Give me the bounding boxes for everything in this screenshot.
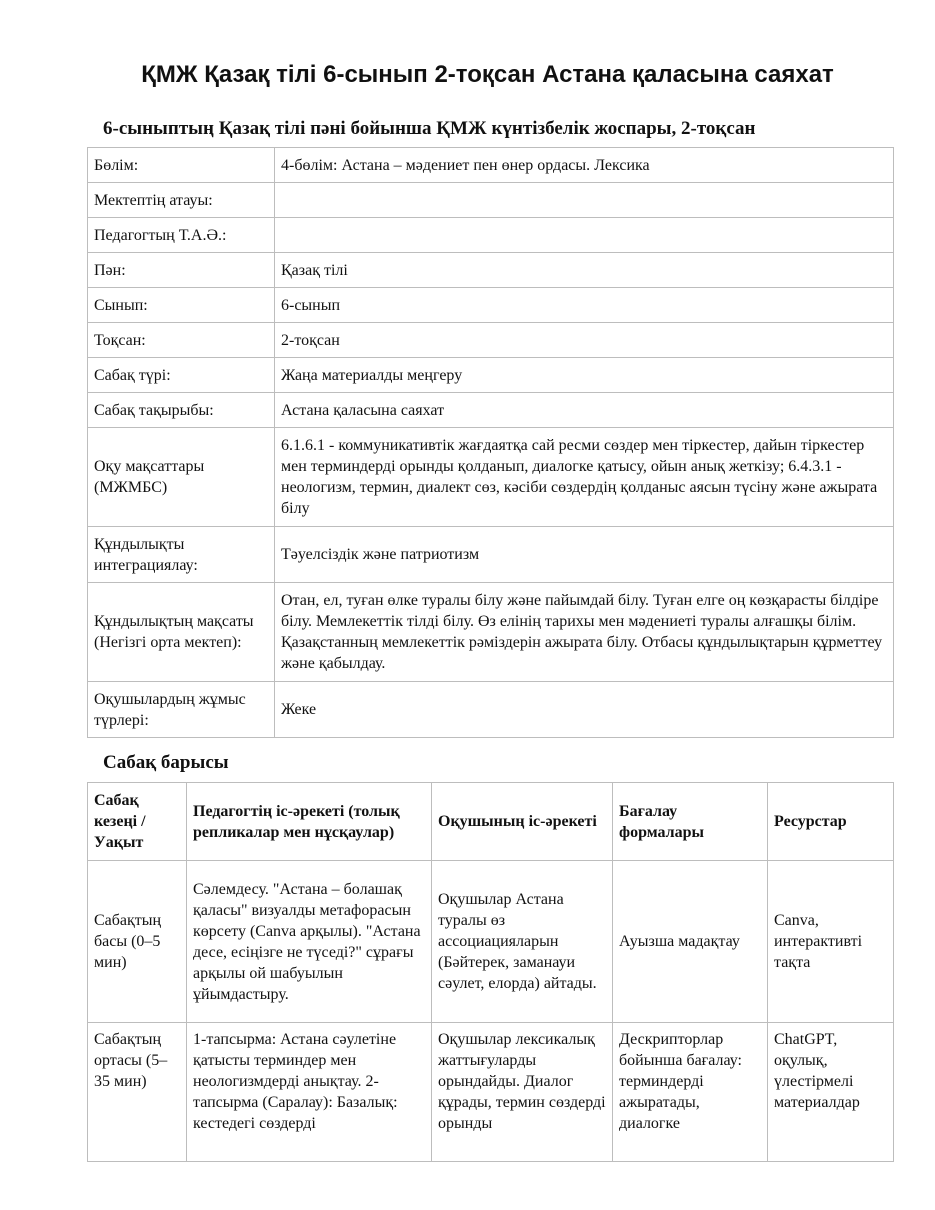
info-row-learning-objectives <box>88 428 894 527</box>
info-value: Отан, ел, туған өлке туралы білу және пайымдай білу. Туған елге оң көзқарасты білдіре білу. Мемлекеттік тілді білу. Өз елінің тарихы мен мәдениеті туралы алғашқы білім. Қазақстанның мемлекеттік рәміздерін ажырата білу. Отбасы құндылықтарын құрметтеу және қабылдау. <box>275 583 894 682</box>
info-label: Сабақ тақырыбы: <box>88 393 275 428</box>
info-value <box>275 183 894 218</box>
info-row-teacher <box>88 218 894 253</box>
info-value: 6.1.6.1 - коммуникативтік жағдаятқа сай ресми сөздер мен тіркестер, дайын тіркестер мен терминдерді орынды қолданып, диалогке қатысу, ойын анық жеткізу; 6.4.3.1 - неологизм, термин, диалект сөз, кәсіби сөздердің қолданыс аясын түсіну және ажырата білу <box>275 428 894 527</box>
info-label: Сабақ түрі: <box>88 358 275 393</box>
column-header-stage: Сабақ кезеңі / Уақыт <box>88 783 187 861</box>
stage-text: Сабақтың ортасы (5–35 мин) <box>94 1031 168 1090</box>
lesson-info-table <box>87 147 894 738</box>
info-value: Тәуелсіздік және патриотизм <box>275 527 894 583</box>
table-row <box>88 861 894 1023</box>
table-header-row <box>88 783 894 861</box>
info-value: 4-бөлім: Астана – мәдениет пен өнер ордасы. Лексика <box>275 148 894 183</box>
info-value: Астана қаласына саяхат <box>275 393 894 428</box>
assessment-cell <box>613 1023 768 1162</box>
stage-cell <box>88 1023 187 1162</box>
info-label: Оқу мақсаттары (МЖМБС) <box>88 428 275 527</box>
info-label: Құндылықты интеграциялау: <box>88 527 275 583</box>
page-title: ҚМЖ Қазақ тілі 6-сынып 2-тоқсан Астана қаласына саяхат <box>141 61 834 88</box>
progress-heading: Сабақ барысы <box>103 752 229 773</box>
student-activity-cell <box>432 1023 613 1162</box>
info-row-work-types <box>88 682 894 738</box>
info-value: 6-сынып <box>275 288 894 323</box>
info-row-section <box>88 148 894 183</box>
teacher-activity-cell: Сәлемдесу. "Астана – болашақ қаласы" визуалды метафорасын көрсету (Canva арқылы). "Астана десе, есіңізге не түседі?" сұрағы арқылы ой шабуылын ұйымдастыру. <box>187 861 432 1023</box>
assessment-text: Дескрипторлар бойынша бағалау: терминдерді ажыратады, диалогке <box>619 1031 742 1132</box>
table-row <box>88 1023 894 1162</box>
info-value: 2-тоқсан <box>275 323 894 358</box>
info-value: Жаңа материалды меңгеру <box>275 358 894 393</box>
info-label: Бөлім: <box>88 148 275 183</box>
column-header-assessment: Бағалау формалары <box>613 783 768 861</box>
info-label: Педагогтың Т.А.Ә.: <box>88 218 275 253</box>
info-row-subject <box>88 253 894 288</box>
column-header-teacher-activity: Педагогтің іс-әрекеті (толық репликалар мен нұсқаулар) <box>187 783 432 861</box>
info-value: Қазақ тілі <box>275 253 894 288</box>
resources-cell: Canva, интерактивті тақта <box>768 861 894 1023</box>
teacher-activity-cell <box>187 1023 432 1162</box>
info-row-quarter <box>88 323 894 358</box>
info-row-lesson-topic <box>88 393 894 428</box>
info-label: Сынып: <box>88 288 275 323</box>
info-value: Жеке <box>275 682 894 738</box>
plan-heading: 6-сыныптың Қазақ тілі пәні бойынша ҚМЖ күнтізбелік жоспары, 2-тоқсан <box>103 118 756 139</box>
column-header-resources: Ресурстар <box>768 783 894 861</box>
info-label: Оқушылардың жұмыс түрлері: <box>88 682 275 738</box>
info-value <box>275 218 894 253</box>
lesson-progress-table <box>87 782 894 1162</box>
info-label: Құндылықтың мақсаты (Негізгі орта мектеп): <box>88 583 275 682</box>
stage-cell: Сабақтың басы (0–5 мин) <box>88 861 187 1023</box>
info-label: Пән: <box>88 253 275 288</box>
info-row-value-integration <box>88 527 894 583</box>
info-row-school <box>88 183 894 218</box>
info-row-lesson-type <box>88 358 894 393</box>
info-row-grade <box>88 288 894 323</box>
assessment-cell: Ауызша мадақтау <box>613 861 768 1023</box>
info-label: Мектептің атауы: <box>88 183 275 218</box>
info-label: Тоқсан: <box>88 323 275 358</box>
student-activity-text: Оқушылар лексикалық жаттығуларды орындайды. Диалог құрады, термин сөздерді орынды <box>438 1031 606 1132</box>
info-row-value-goal <box>88 583 894 682</box>
resources-text: ChatGPT, оқулық, үлестірмелі материалдар <box>774 1031 860 1111</box>
teacher-activity-text: 1-тапсырма: Астана сәулетіне қатысты терминдер мен неологизмдерді анықтау. 2-тапсырма (Саралау): Базалық: кестедегі сөздерді <box>193 1031 398 1132</box>
column-header-student-activity: Оқушының іс-әрекеті <box>432 783 613 861</box>
resources-cell <box>768 1023 894 1162</box>
student-activity-cell: Оқушылар Астана туралы өз ассоциацияларын (Бәйтерек, заманауи сәулет, елорда) айтады. <box>432 861 613 1023</box>
